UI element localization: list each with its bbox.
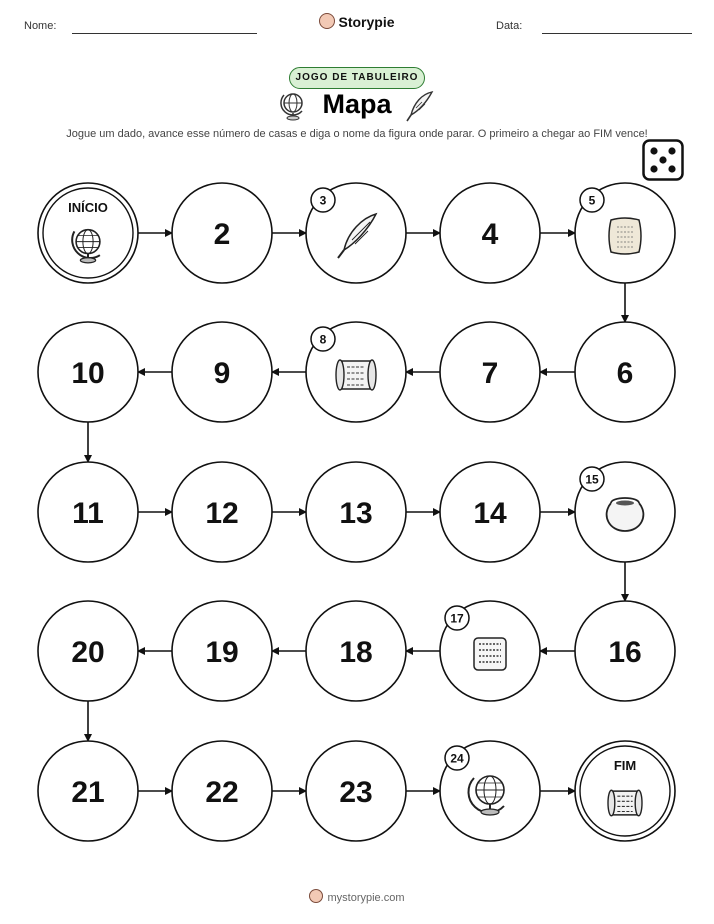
space-3[interactable]	[306, 183, 406, 283]
space-23[interactable]	[306, 741, 406, 841]
space-6[interactable]	[575, 322, 675, 422]
scroll-icon	[608, 790, 642, 816]
space-number: 24	[450, 751, 464, 766]
space-19[interactable]	[172, 601, 272, 701]
space-number: 12	[205, 497, 239, 530]
space-number: 6	[616, 357, 634, 390]
space-number-badge	[580, 188, 604, 212]
space-number: 13	[339, 497, 373, 530]
space-number: 9	[213, 357, 231, 390]
space-7[interactable]	[440, 322, 540, 422]
space-2[interactable]	[172, 183, 272, 283]
space-number-badge	[445, 746, 469, 770]
space-label: INÍCIO	[68, 200, 108, 215]
space-number: 5	[588, 193, 596, 208]
space-number: 8	[319, 332, 327, 347]
name-label: Nome:	[24, 20, 57, 32]
space-24[interactable]	[440, 741, 540, 841]
space-number: 18	[339, 636, 373, 669]
date-label: Data:	[496, 20, 523, 32]
space-number: 2	[213, 218, 231, 251]
space-number-badge	[445, 606, 469, 630]
space-16[interactable]	[575, 601, 675, 701]
instructions: Jogue um dado, avance esse número de casas e diga o nome da figura onde parar. O primeiro a chegar ao FIM vence!	[66, 128, 648, 140]
space-14[interactable]	[440, 462, 540, 562]
space-20[interactable]	[38, 601, 138, 701]
board-spaces	[38, 183, 675, 841]
space-15[interactable]	[575, 462, 675, 562]
footer	[0, 889, 714, 904]
scroll-icon	[336, 360, 376, 390]
brand-name: Storypie	[338, 14, 395, 30]
space-number: 19	[205, 636, 239, 669]
tablet-icon	[474, 638, 506, 670]
space-start[interactable]	[38, 183, 138, 283]
space-13[interactable]	[306, 462, 406, 562]
space-22[interactable]	[172, 741, 272, 841]
space-number: 10	[71, 357, 105, 390]
space-8[interactable]	[306, 322, 406, 422]
parchment-icon	[609, 218, 641, 254]
space-10[interactable]	[38, 322, 138, 422]
space-18[interactable]	[306, 601, 406, 701]
space-number-badge	[311, 327, 335, 351]
space-number: 16	[608, 636, 642, 669]
space-number: 11	[72, 497, 104, 530]
game-type-badge: JOGO DE TABULEIRO	[289, 67, 425, 89]
space-number: 22	[205, 776, 239, 809]
footer-url[interactable]: mystorypie.com	[327, 892, 405, 904]
space-number: 14	[473, 497, 507, 530]
space-number: 7	[481, 357, 499, 390]
pot-icon	[607, 498, 644, 531]
space-number-badge	[311, 188, 335, 212]
space-number: 21	[71, 776, 105, 809]
space-number: 4	[481, 218, 499, 251]
storypie-logo-icon	[309, 889, 323, 903]
space-label: FIM	[613, 758, 637, 773]
space-21[interactable]	[38, 741, 138, 841]
space-number: 3	[319, 193, 327, 208]
space-number: 17	[450, 611, 464, 626]
space-4[interactable]	[440, 183, 540, 283]
space-number-badge	[580, 467, 604, 491]
space-end[interactable]	[575, 741, 675, 841]
space-12[interactable]	[172, 462, 272, 562]
space-number: 20	[71, 636, 105, 669]
page-title: Mapa	[322, 89, 392, 119]
space-11[interactable]	[38, 462, 138, 562]
space-number: 23	[339, 776, 373, 809]
space-number: 15	[585, 472, 599, 487]
space-17[interactable]	[440, 601, 540, 701]
space-9[interactable]	[172, 322, 272, 422]
space-5[interactable]	[575, 183, 675, 283]
